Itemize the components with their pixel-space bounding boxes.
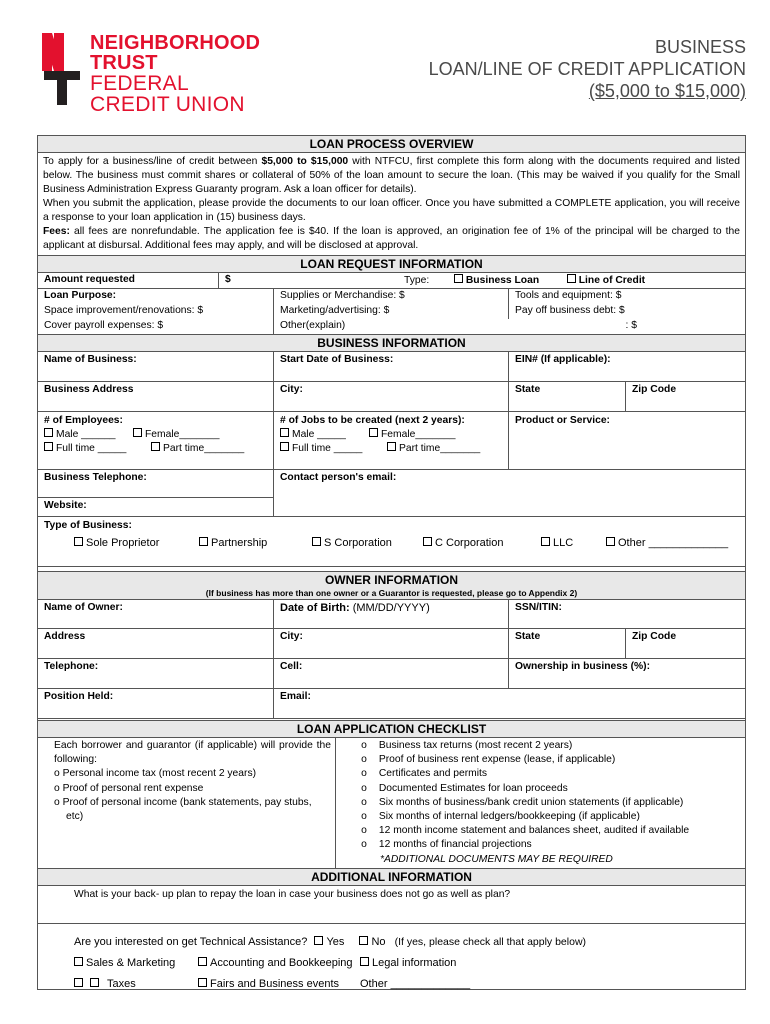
taxes-checkbox[interactable]: Taxes (74, 978, 136, 990)
checklist-item: o Business tax returns (most recent 2 years) (361, 740, 573, 751)
checklist-item: o Documented Estimates for loan proceeds (361, 782, 568, 794)
title-line-1: BUSINESS (654, 37, 746, 57)
product-service-field[interactable]: Product or Service: (515, 415, 610, 426)
owner-city-field[interactable]: City: (274, 629, 509, 658)
technical-assistance-question: Are you interested on get Technical Assistance? Yes No (If yes, please check all that apply below) (74, 936, 587, 948)
section-heading-additional: ADDITIONAL INFORMATION (38, 869, 745, 886)
owner-zip-field[interactable]: Zip Code (632, 631, 677, 642)
business-name-field[interactable]: Name of Business: (38, 352, 274, 381)
checklist-body (38, 738, 745, 869)
logo-line-4: CREDIT UNION (90, 93, 245, 116)
ta-no-checkbox[interactable]: No (359, 936, 385, 948)
nt-logo-mark (42, 33, 82, 105)
website-field[interactable]: Website: (44, 500, 87, 511)
owner-telephone-field[interactable]: Telephone: (38, 659, 274, 688)
other-type-checkbox[interactable]: Other _____________ (606, 537, 728, 549)
fairs-events-checkbox[interactable]: Fairs and Business events (198, 978, 339, 990)
section-heading-checklist: LOAN APPLICATION CHECKLIST (38, 720, 745, 738)
checklist-item: o Certificates and permits (361, 768, 488, 780)
overview-text (38, 153, 745, 256)
section-heading-loan-request: LOAN REQUEST INFORMATION (38, 256, 745, 273)
ta-yes-checkbox[interactable]: Yes (314, 936, 344, 948)
borrower-checklist (38, 738, 336, 868)
ownership-percent-field[interactable]: Ownership in business (%): (515, 661, 651, 672)
checklist-item: o Six months of business/bank credit union statements (if applicable) (361, 796, 684, 808)
legal-info-checkbox[interactable]: Legal information (360, 957, 456, 969)
loan-type (404, 273, 745, 288)
title-line-2: LOAN/LINE OF CREDIT APPLICATION (428, 59, 746, 79)
logo-line-3: FEDERAL (90, 72, 189, 95)
jobs-created-field[interactable]: # of Jobs to be created (next 2 years): Male _____ Female_______ Full time _____ Part time_______ (274, 412, 509, 469)
title-line-3: ($5,000 to $15,000) (588, 81, 746, 101)
payroll-field[interactable]: Cover payroll expenses: $ (38, 319, 274, 334)
start-date-field[interactable]: Start Date of Business: (274, 352, 509, 381)
tools-field[interactable]: Tools and equipment: $ (515, 290, 622, 301)
owner-name-field[interactable]: Name of Owner: (38, 600, 274, 628)
other-explain-field[interactable]: Other(explain) : $ (280, 320, 637, 331)
section-heading-owner: OWNER INFORMATION (38, 571, 745, 588)
checklist-footnote: *ADDITIONAL DOCUMENTS MAY BE REQUIRED (380, 853, 613, 865)
owner-note: (If business has more than one owner or a Guarantor is requested, please go to Appendix 2) (38, 588, 745, 600)
borrower-item: etc) (66, 811, 84, 823)
business-type-label: Type of Business: (44, 520, 132, 531)
checklist-item: o Proof of business rent expense (lease, if applicable) (361, 754, 616, 766)
s-corporation-checkbox[interactable]: S Corporation (312, 537, 392, 549)
checklist-item: o 12 month income statement and balances sheet, audited if available (361, 825, 690, 837)
contact-email-field[interactable]: Contact person's email: (280, 472, 397, 483)
ssn-field[interactable]: SSN/ITIN: (515, 602, 562, 613)
employees-field[interactable]: # of Employees: Male ______ Female_______ Full time _____ Part time_______ (38, 412, 274, 469)
overview-paragraph-1: To apply for a business/line of credit between $5,000 to $15,000 with NTFCU, first complete this form along with the documents required and listed below. The business must commit shares or collateral of 50% of the loan amount to secure the loan. (This may be waived if you qualify for the Small Business Administration Express Guaranty program. Ask a loan officer for details). (43, 156, 741, 195)
date-of-birth-field[interactable]: Date of Birth: (MM/DD/YYYY) (274, 600, 509, 628)
accounting-checkbox[interactable]: Accounting and Bookkeeping (198, 957, 353, 969)
business-checklist (336, 738, 745, 868)
checkbox-icon (567, 274, 576, 283)
business-address-field[interactable]: Business Address (38, 382, 274, 411)
llc-checkbox[interactable]: LLC (541, 537, 573, 549)
sales-marketing-checkbox[interactable]: Sales & Marketing (74, 957, 175, 969)
application-form (37, 135, 746, 990)
document-title (429, 36, 746, 102)
logo-line-2: TRUST (90, 52, 158, 74)
overview-paragraph-2: When you submit the application, please provide the documents to our loan officer. Once you have submitted a COMPLETE application, you will receive a response to your loan application in (15) business days. (43, 198, 740, 223)
partnership-checkbox[interactable]: Partnership (199, 537, 267, 549)
borrower-item: o Proof of personal income (bank statements, pay stubs, (54, 796, 312, 808)
borrower-item: o Proof of personal rent expense (54, 782, 204, 794)
line-of-credit-checkbox[interactable]: Line of Credit (567, 275, 645, 286)
checkbox-icon (454, 274, 463, 283)
amount-requested-field[interactable]: $ (225, 274, 231, 285)
borrower-intro: Each borrower and guarantor (if applicable) will provide the following: (54, 740, 331, 766)
supplies-field[interactable]: Supplies or Merchandise: $ (274, 289, 509, 304)
checklist-item: o Six months of internal ledgers/bookkeeping (if applicable) (361, 811, 640, 823)
overview-paragraph-3: Fees: all fees are nonrefundable. The application fee is $40. If the loan is approved, an origination fee of 1% of the principal will be charged to the applicant at disbursal. Additional fees may apply, and will be disclosed at approval. (43, 226, 740, 251)
backup-plan-question[interactable]: What is your back- up plan to repay the loan in case your business does not go as well as plan? (38, 886, 745, 924)
business-type-group (38, 517, 745, 567)
business-city-field[interactable]: City: (274, 382, 509, 411)
sole-proprietor-checkbox[interactable]: Sole Proprietor (74, 537, 159, 549)
marketing-field[interactable]: Marketing/advertising: $ (274, 304, 509, 319)
owner-address-field[interactable]: Address (38, 629, 274, 658)
amount-requested-label: Amount requested (38, 273, 219, 288)
other-assistance-field[interactable]: Other _____________ (360, 978, 471, 990)
type-label: Type: (404, 275, 430, 286)
loan-amount-row (38, 273, 745, 289)
business-state-field[interactable]: State (509, 382, 626, 411)
business-telephone-field[interactable]: Business Telephone: (38, 470, 273, 498)
section-heading-overview: LOAN PROCESS OVERVIEW (38, 136, 745, 153)
owner-cell-field[interactable]: Cell: (274, 659, 509, 688)
logo-line-1: NEIGHBORHOOD (90, 32, 261, 54)
ein-field[interactable]: EIN# (If applicable): (515, 354, 611, 365)
owner-email-field[interactable]: Email: (280, 691, 311, 702)
technical-assistance-group (38, 924, 745, 1014)
borrower-item: o Personal income tax (most recent 2 years) (54, 768, 257, 780)
checklist-item: o 12 months of financial projections (361, 839, 532, 851)
payoff-field[interactable]: Pay off business debt: $ (515, 305, 625, 316)
space-field[interactable]: Space improvement/renovations: $ (38, 304, 274, 319)
business-zip-field[interactable]: Zip Code (632, 384, 677, 395)
loan-purpose-label: Loan Purpose: (38, 289, 274, 304)
c-corporation-checkbox[interactable]: C Corporation (423, 537, 503, 549)
position-held-field[interactable]: Position Held: (38, 689, 274, 718)
owner-state-field[interactable]: State (509, 629, 626, 658)
business-loan-checkbox[interactable]: Business Loan (454, 274, 564, 286)
loan-purpose-table (38, 289, 745, 335)
section-heading-business: BUSINESS INFORMATION (38, 335, 745, 352)
